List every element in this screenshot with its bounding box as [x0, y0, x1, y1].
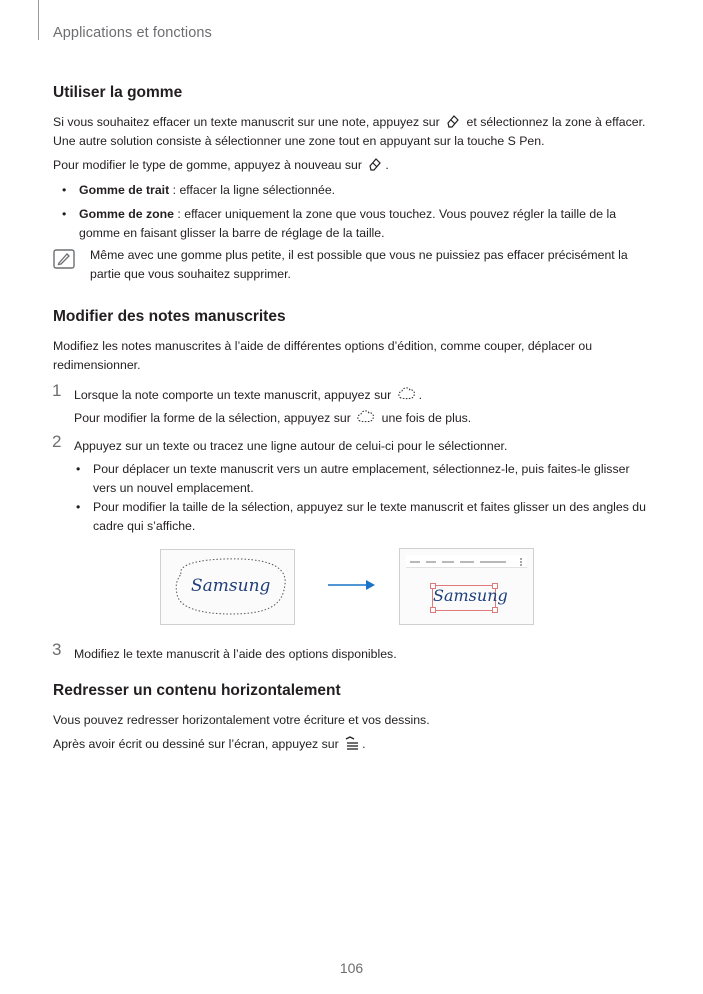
text: Lorsque la note comporte un texte manuscrit, appuyez sur: [74, 388, 392, 402]
handwriting-sample: Samsung: [191, 576, 271, 596]
resize-handle: [492, 607, 498, 613]
step-number: 2: [52, 432, 62, 451]
section-title-straighten: Redresser un contenu horizontalement: [53, 682, 341, 699]
edit-toolbar: [406, 555, 527, 568]
step-number: 1: [52, 381, 62, 400]
paragraph-straighten-2: [53, 735, 366, 757]
step-3-text: Modifiez le texte manuscrit à l’aide des options disponibles.: [74, 647, 397, 661]
text: et sélectionnez la zone à effacer.: [466, 115, 646, 129]
page-header: Applications et fonctions: [53, 25, 212, 41]
section-title-eraser: Utiliser la gomme: [53, 84, 183, 101]
paragraph-eraser-2: [53, 156, 389, 178]
list-item-continuation: gomme en faisant glisser la barre de réglage de la taille.: [79, 226, 385, 240]
step-1-text: [74, 386, 422, 408]
note: [90, 246, 628, 284]
lasso-icon: [356, 409, 376, 431]
note-line: partie que vous souhaitez supprimer.: [90, 267, 291, 281]
eraser-icon: [367, 156, 383, 178]
paragraph-edit-1: Modifiez les notes manuscrites à l’aide de différentes options d’édition, comme couper, déplacer ou: [53, 339, 593, 353]
note-pencil-icon: [53, 249, 75, 274]
bullet-dot: •: [76, 462, 81, 476]
lasso-icon: [397, 386, 417, 408]
arrow-right-icon: [328, 578, 376, 592]
page-margin-rule: [38, 0, 39, 40]
note-line: Même avec une gomme plus petite, il est possible que vous ne puissiez pas effacer précisément la: [90, 248, 628, 262]
step-number: 3: [52, 640, 62, 659]
section-title-edit: Modifier des notes manuscrites: [53, 308, 286, 325]
step-2-text: Appuyez sur un texte ou tracez une ligne autour de celui-ci pour le sélectionner.: [74, 439, 508, 453]
text: Pour déplacer un texte manuscrit vers un autre emplacement, sélectionnez-le, puis faites-le glisser: [93, 462, 630, 476]
list-item: [62, 181, 336, 200]
text: .: [362, 737, 366, 751]
toolbar-options: [406, 556, 527, 568]
paragraph-eraser-1-line2: Une autre solution consiste à sélectionner une zone tout en appuyant sur la touche S Pen.: [53, 134, 545, 148]
text: .: [418, 388, 423, 402]
handwriting-sample: Samsung: [433, 586, 508, 605]
paragraph-straighten-1: Vous pouvez redresser horizontalement votre écriture et vos dessins.: [53, 713, 430, 727]
text: Pour modifier le type de gomme, appuyez à nouveau sur: [53, 158, 362, 172]
text: vers un nouvel emplacement.: [93, 481, 254, 495]
text: une fois de plus.: [381, 411, 472, 425]
figure-before-panel: [160, 549, 295, 625]
term: Gomme de trait: [79, 183, 170, 197]
resize-handle: [430, 607, 436, 613]
text: : effacer uniquement la zone que vous touchez. Vous pouvez régler la taille de la: [173, 207, 617, 221]
bullet-dot: •: [62, 183, 67, 197]
paragraph-edit-1-line2: redimensionner.: [53, 358, 141, 372]
page-number: 106: [339, 960, 364, 976]
list-item: [76, 460, 630, 498]
text: : effacer la ligne sélectionnée.: [169, 183, 336, 197]
figure-after-panel: [399, 548, 534, 625]
term: Gomme de zone: [79, 207, 174, 221]
text: Si vous souhaitez effacer un texte manuscrit sur une note, appuyez sur: [53, 115, 440, 129]
straighten-icon: [344, 735, 360, 757]
bullet-dot: •: [76, 500, 81, 514]
text: Après avoir écrit ou dessiné sur l’écran, appuyez sur: [53, 737, 339, 751]
bullet-dot: •: [62, 207, 67, 221]
text: cadre qui s’affiche.: [93, 519, 196, 533]
list-item: [76, 498, 646, 536]
text: Pour modifier la taille de la sélection, appuyez sur le texte manuscrit et faites glisser un des angles du: [93, 500, 646, 514]
list-item: [62, 205, 617, 224]
text: .: [385, 158, 389, 172]
step-1-subtext: [74, 409, 471, 431]
text: Pour modifier la forme de la sélection, appuyez sur: [74, 411, 351, 425]
